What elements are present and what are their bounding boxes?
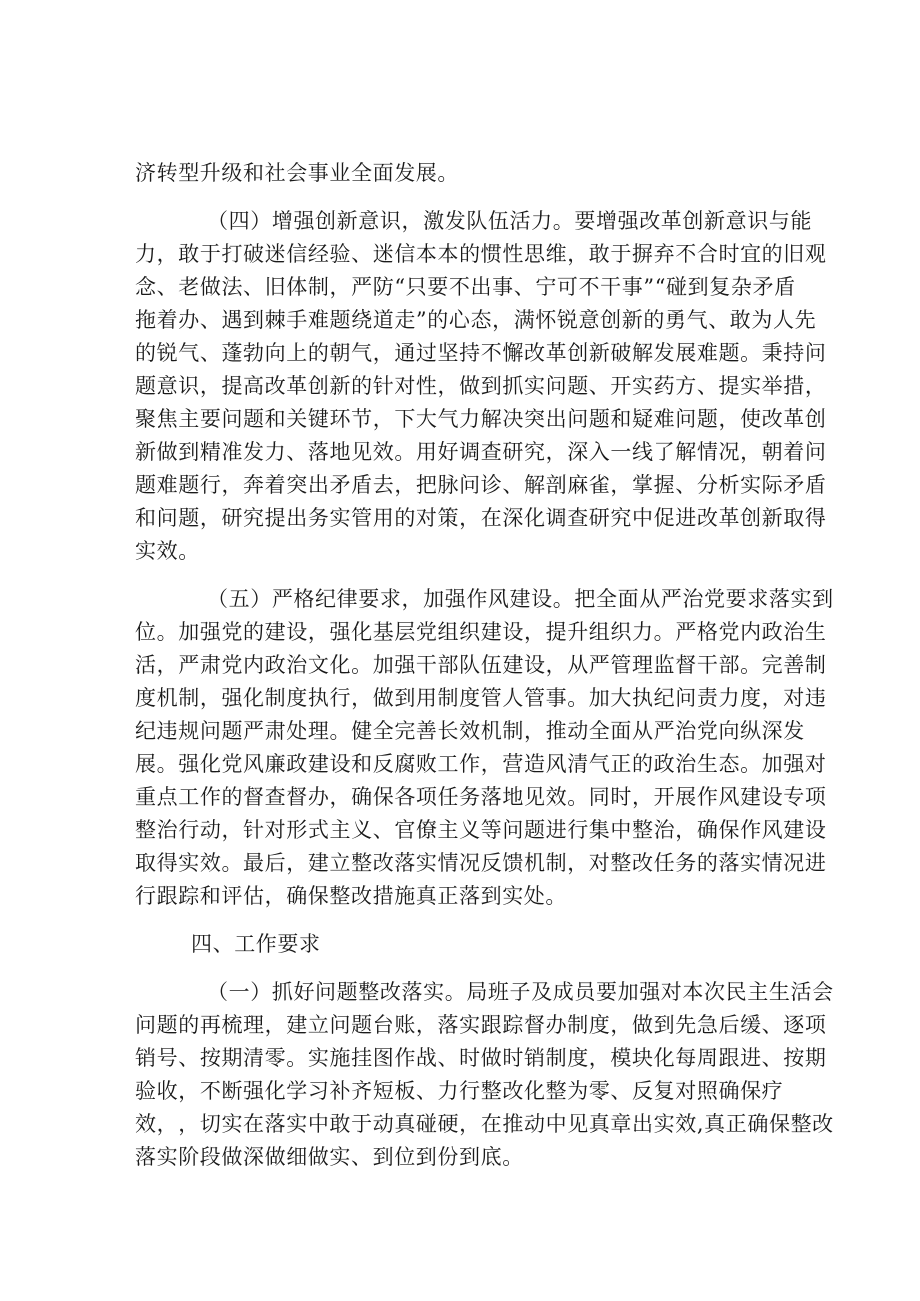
text-line: 销 号 、 按 期 清 零 。 实 施 挂 图 作 战 、 时 做 时 销 制 度 ， 模 块 化 每 周 跟 进 、 按 期 [135, 1046, 827, 1070]
text-line: 效 ， ， 切 实 在 落 实 中 敢 于 动 真 碰 硬 ， 在 推 动 中 见 真 章 出 实 效 , 真 正 确 保 整 改 [135, 1112, 834, 1136]
text-line: 整 治 行 动 ， 针 对 形 式 主 义 、 官 僚 主 义 等 问 题 进 行 集 中 整 治 ， 确 保 作 风 建 设 [135, 818, 827, 842]
text-line: 位 。 加 强 党 的 建 设 ， 强 化 基 层 党 组 织 建 设 ， 提 升 组 织 力 。 严 格 党 内 政 治 生 [135, 620, 827, 644]
text-line: 拖 着 办 、 遇 到 棘 手 难 题 绕 道 走 ” 的 心 态 ， 满 怀 锐 意 创 新 的 勇 气 、 敢 为 人 先 [135, 308, 817, 332]
text-line: 题 难 题 行 ， 奔 着 突 出 矛 盾 去 ， 把 脉 问 诊 、 解 剖 麻 雀 ， 掌 握 、 分 析 实 际 矛 盾 [135, 473, 827, 497]
text-line: 落实阶段做深做细做实、到位到份到底。 [135, 1145, 524, 1169]
text-line: 展 。 强 化 党 风 廉 政 建 设 和 反 腐 败 工 作 ， 营 造 风 清 气 正 的 政 治 生 态 。 加 强 对 [135, 752, 827, 776]
text-line: 聚 焦 主 要 问 题 和 关 键 环 节 ， 下 大 气 力 解 决 突 出 问 题 和 疑 难 问 题 ， 使 改 革 创 [135, 407, 827, 431]
text-line: 实效。 [135, 539, 200, 563]
text-line: 度 机 制 ， 强 化 制 度 执 行 ， 做 到 用 制 度 管 人 管 事 。 加 大 执 纪 问 责 力 度 ， 对 违 [135, 686, 827, 710]
text-line: 力 ， 敢 于 打 破 迷 信 经 验 、 迷 信 本 本 的 惯 性 思 维 ， 敢 于 摒 弃 不 合 时 宜 的 旧 观 [135, 242, 827, 266]
text-line: 济转型升级和社会事业全面发展。 [135, 161, 459, 185]
text-line: 取 得 实 效 。 最 后 ， 建 立 整 改 落 实 情 况 反 馈 机 制 ， 对 整 改 任 务 的 落 实 情 况 进 [135, 851, 827, 875]
text-line: 题 意 识 ， 提 高 改 革 创 新 的 针 对 性 ， 做 到 抓 实 问 题 、 开 实 药 方 、 提 实 举 措 ， [135, 374, 827, 398]
text-line: 的 锐 气 、 蓬 勃 向 上 的 朝 气 ， 通 过 坚 持 不 懈 改 革 创 新 破 解 发 展 难 题 。 秉 持 问 [135, 341, 827, 365]
text-line: 新 做 到 精 准 发 力 、 落 地 见 效 。 用 好 调 查 研 究 ， 深 入 一 线 了 解 情 况 ， 朝 着 问 [135, 440, 827, 464]
text-line: 活 ， 严 肃 党 内 政 治 文 化 。 加 强 干 部 队 伍 建 设 ， 从 严 管 理 监 督 干 部 。 完 善 制 [135, 653, 827, 677]
text-line: 和 问 题 ， 研 究 提 出 务 实 管 用 的 对 策 ， 在 深 化 调 查 研 究 中 促 进 改 革 创 新 取 得 [135, 506, 827, 530]
text-line: 问 题 的 再 梳 理 ， 建 立 问 题 台 账 ， 落 实 跟 踪 督 办 制 度 ， 做 到 先 急 后 缓 、 逐 项 [135, 1013, 827, 1037]
paragraph-five-heading-line: （ 五 ） 严 格 纪 律 要 求 ， 加 强 作 风 建 设 。 把 全 面 从 严 治 党 要 求 落 实 到 [207, 587, 834, 611]
section-heading: 四、工作要求 [191, 932, 321, 956]
text-line: 行跟踪和评估，确保整改措施真正落到实处。 [135, 884, 567, 908]
text-line: 验 收 ， 不 断 强 化 学 习 补 齐 短 板 、 力 行 整 改 化 整 为 零 、 反 复 对 照 确 保 疗 [135, 1079, 784, 1103]
paragraph-one-heading-line: （ 一 ） 抓 好 问 题 整 改 落 实 。 局 班 子 及 成 员 要 加 强 对 本 次 民 主 生 活 会 [207, 980, 834, 1004]
text-line: 重 点 工 作 的 督 查 督 办 ， 确 保 各 项 任 务 落 地 见 效 。 同 时 ， 开 展 作 风 建 设 专 项 [135, 785, 827, 809]
text-line: 念 、 老 做 法 、 旧 体 制 ， 严 防 “ 只 要 不 出 事 、 宁 可 不 干 事 ” “ 碰 到 复 杂 矛 盾 [135, 275, 796, 299]
text-line: 纪 违 规 问 题 严 肃 处 理 。 健 全 完 善 长 效 机 制 ， 推 动 全 面 从 严 治 党 向 纵 深 发 [135, 719, 805, 743]
paragraph-four-heading-line: （ 四 ） 增 强 创 新 意 识 ， 激 发 队 伍 活 力 。 要 增 强 改 革 创 新 意 识 与 能 [207, 209, 813, 233]
